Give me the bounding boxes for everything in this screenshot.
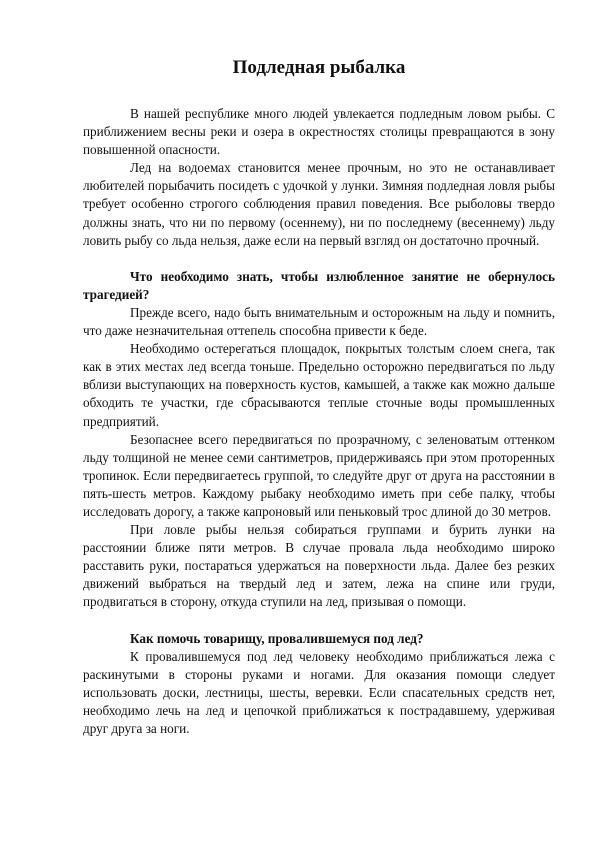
section-gap: [83, 250, 555, 268]
section-1-heading: Что необходимо знать, чтобы излюбленное занятие не обернулось трагедией?: [83, 268, 555, 302]
section-1-paragraph-1: Прежде всего, надо быть внимательным и осторожным на льду и помнить, что даже незначительная оттепель способна привести к беде.: [83, 304, 555, 339]
document-title: Подледная рыбалка: [232, 57, 406, 78]
section-2-paragraph-1: К провалившемуся под лед человеку необходимо приближаться лежа с раскинутыми в стороны руками и ногами. Для оказания помощи следует использовать доски, лестницы, шесты, веревки. Если спасательных средств нет, необходимо лечь на лед и цепочкой приближаться к пострадавшему, удерживая друг друга за ноги.: [83, 648, 555, 736]
intro-paragraph-2: Лед на водоемах становится менее прочным, но это не останавливает любителей порыбачить посидеть с удочкой у лунки. Зимняя подледная ловля рыбы требует особенно строгого соблюдения правил поведения. Все рыболовы твердо должны знать, что ни по первому (осеннему), ни по последнему (весеннему) льду ловить рыбу со льда нельзя, даже если на первый взгляд он достаточно прочный.: [83, 160, 555, 248]
section-2-heading: Как помочь товарищу, провалившемуся под лед?: [130, 630, 424, 646]
section-1-paragraph-2: Необходимо остерегаться площадок, покрытых толстым слоем снега, так как в этих местах лед всегда тоньше. Предельно осторожно передвигаться по льду вблизи выступающих на поверхность кустов, камышей, а также как можно дальше обходить те участки, где сбрасываются теплые сточные воды промышленных предприятий.: [83, 341, 555, 429]
section-1-paragraph-3: Безопаснее всего передвигаться по прозрачному, с зеленоватым оттенком льду толщиной не менее семи сантиметров, придерживаясь при этом проторенных тропинок. Если передвигаетесь группой, то следуйте друг от друга на расстоянии в пять-шесть метров. Каждому рыбаку необходимо иметь при себе палку, чтобы исследовать дорогу, а также капроновый или пеньковый трос длиной до 30 метров.: [83, 431, 555, 519]
section-gap: [83, 612, 555, 630]
intro-paragraph-1: В нашей республике много людей увлекается подледным ловом рыбы. С приближением весны реки и озера в окрестностях столицы превращаются в зону повышенной опасности.: [83, 106, 555, 158]
document-body: [83, 105, 555, 738]
section-1-paragraph-4: При ловле рыбы нельзя собираться группами и бурить лунки на расстоянии ближе пяти метров. В случае провала льда необходимо широко расставить руки, постараться удержаться на поверхности льда. Далее без резких движений выбраться на твердый лед и затем, лежа на спине или груди, продвигаться в сторону, откуда ступили на лед, призывая о помощи.: [83, 522, 555, 610]
